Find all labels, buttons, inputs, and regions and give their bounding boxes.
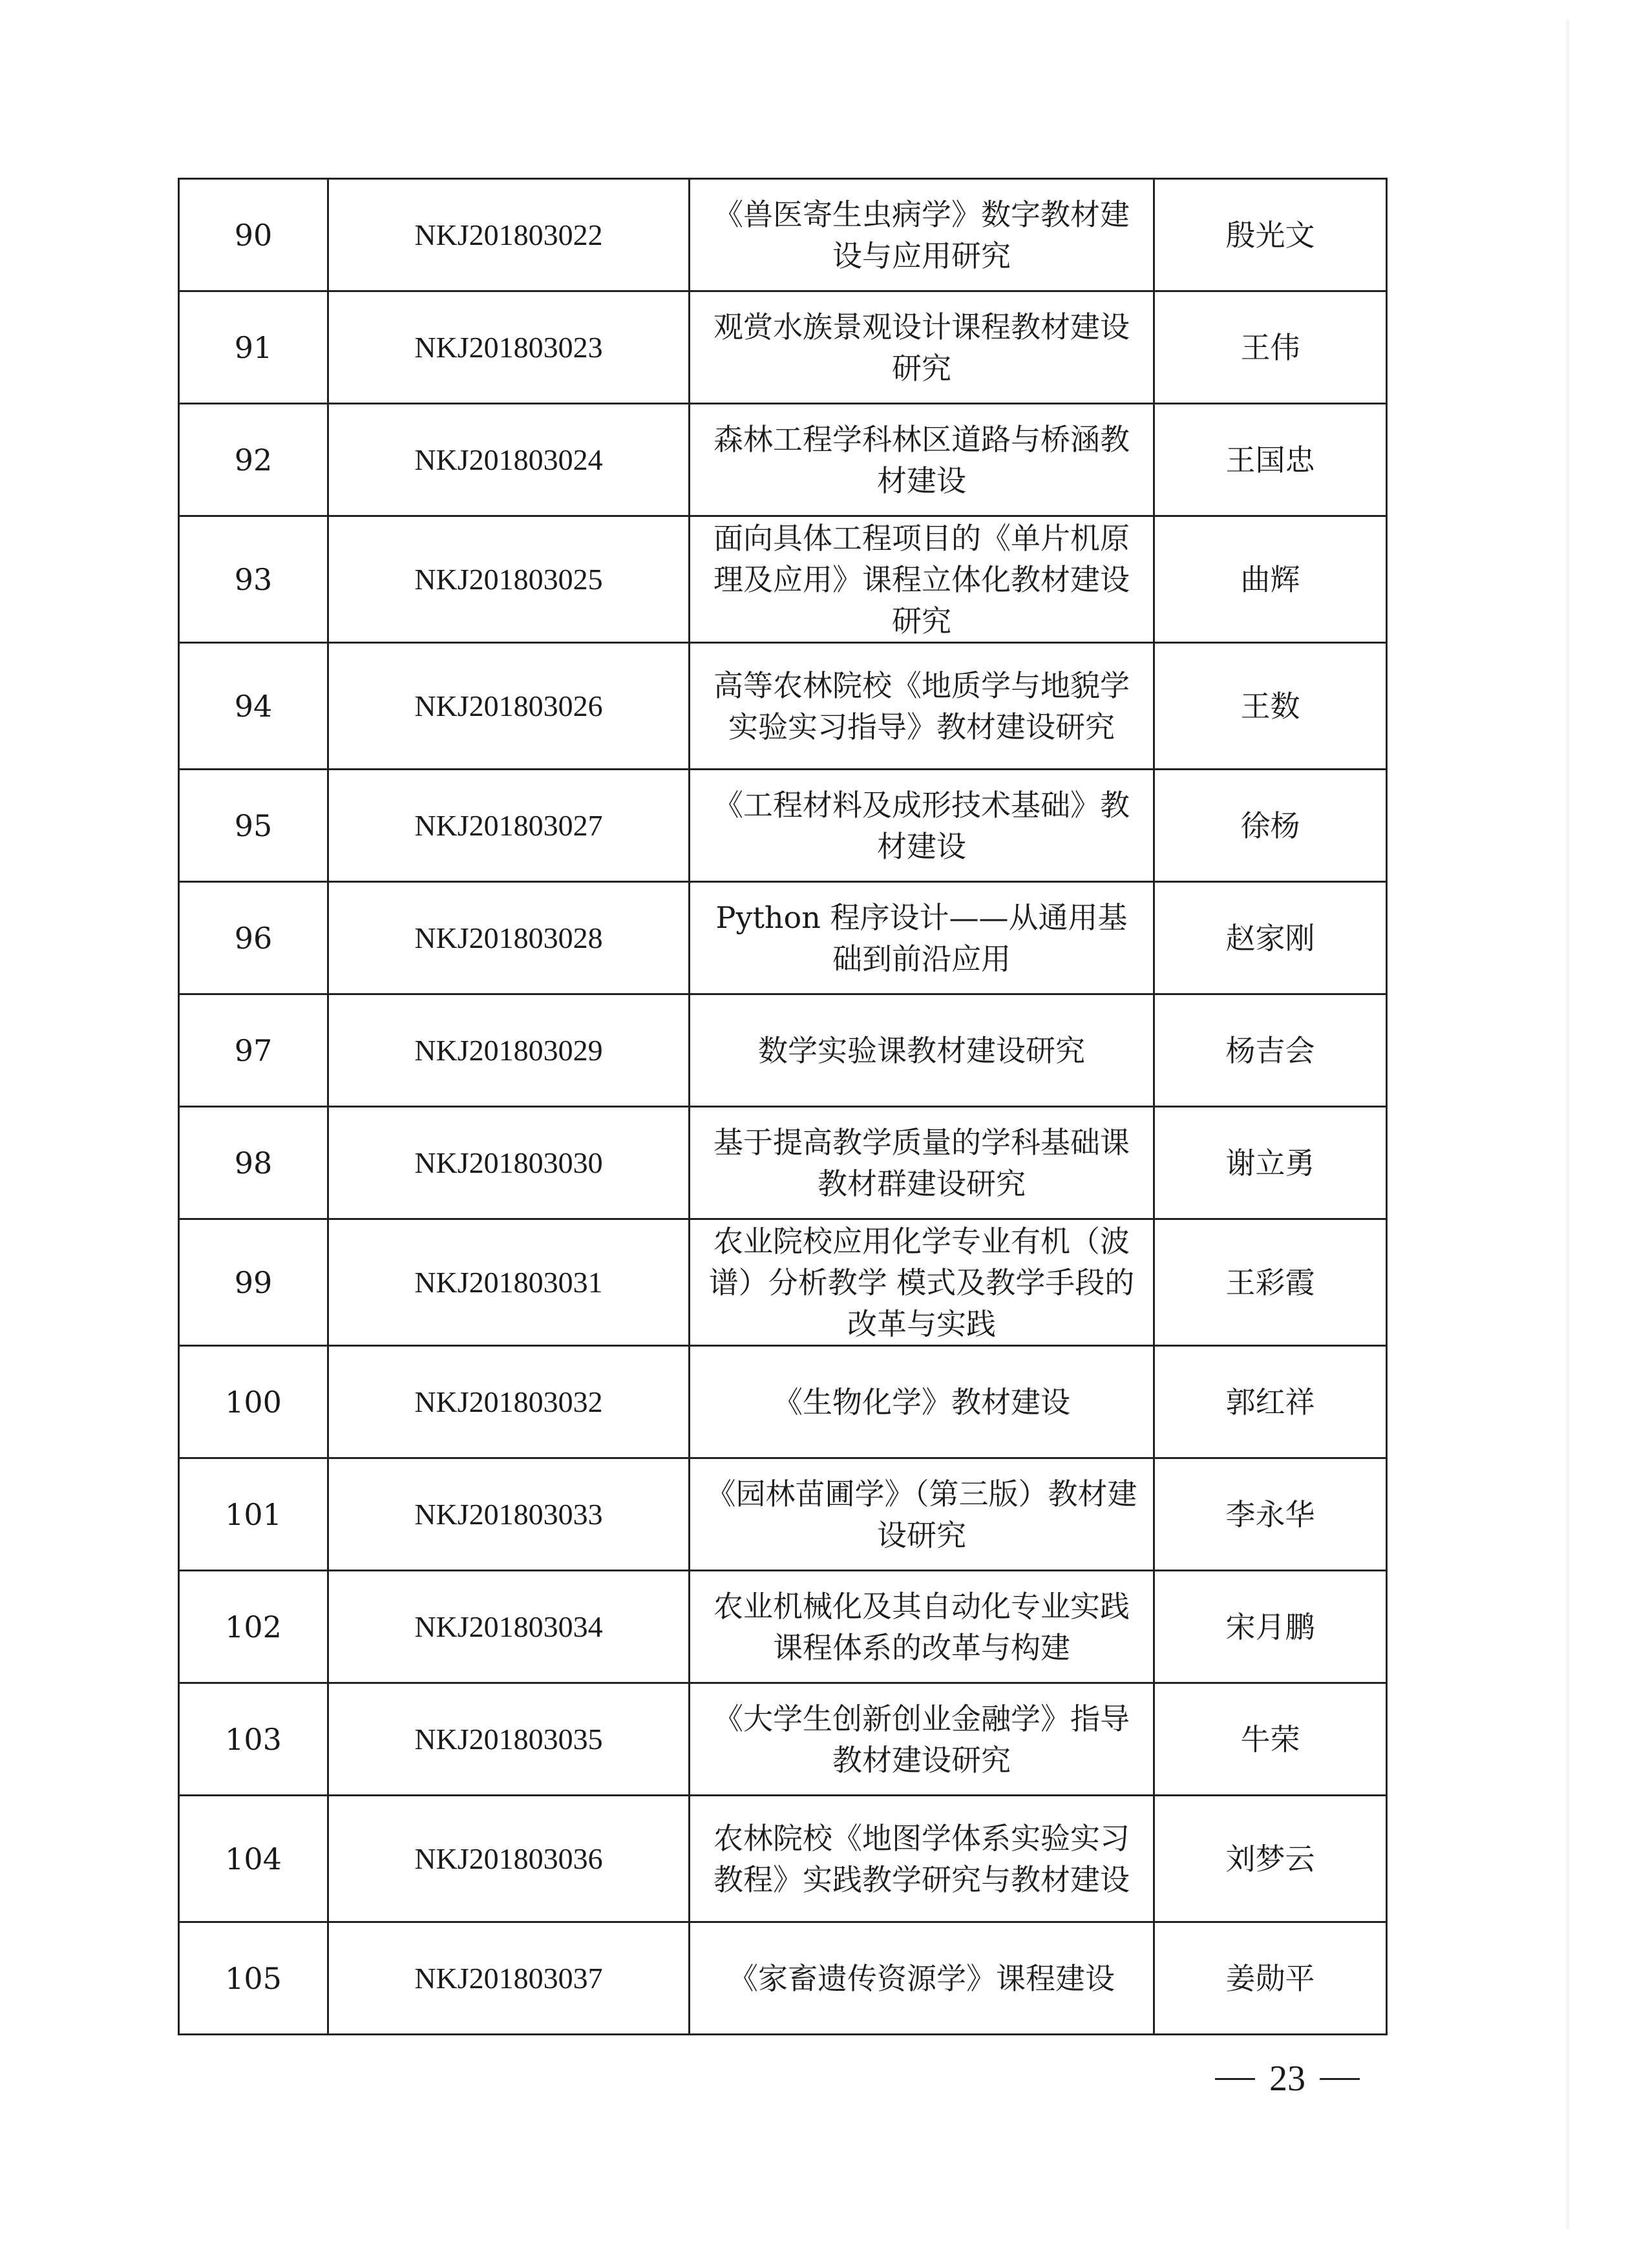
table-row [179,1683,1387,1796]
table-row [179,882,1387,994]
project-leader: 王国忠 [1154,404,1387,516]
project-title: 高等农林院校《地质学与地貌学实验实习指导》教材建设研究 [690,643,1154,770]
project-code: NKJ201803032 [328,1346,690,1458]
project-title: 《大学生创新创业金融学》指导教材建设研究 [690,1683,1154,1796]
row-number: 93 [179,516,328,643]
table-row [179,1346,1387,1458]
row-number: 103 [179,1683,328,1796]
project-leader: 姜勋平 [1154,1922,1387,2035]
project-leader: 李永华 [1154,1458,1387,1571]
project-title: 基于提高教学质量的学科基础课教材群建设研究 [690,1107,1154,1219]
table-row [179,994,1387,1107]
project-code: NKJ201803037 [328,1922,690,2035]
project-code: NKJ201803024 [328,404,690,516]
project-code: NKJ201803027 [328,770,690,882]
table-row [179,1458,1387,1571]
project-table [178,178,1388,2035]
project-code: NKJ201803023 [328,291,690,404]
table-row [179,404,1387,516]
project-title: 面向具体工程项目的《单片机原理及应用》课程立体化教材建设研究 [690,516,1154,643]
project-leader: 曲辉 [1154,516,1387,643]
project-title: 观赏水族景观设计课程教材建设研究 [690,291,1154,404]
project-leader: 宋月鹏 [1154,1571,1387,1683]
project-title: 森林工程学科林区道路与桥涵教材建设 [690,404,1154,516]
project-code: NKJ201803029 [328,994,690,1107]
project-code: NKJ201803034 [328,1571,690,1683]
table-row [179,643,1387,770]
row-number: 96 [179,882,328,994]
row-number: 94 [179,643,328,770]
project-leader: 杨吉会 [1154,994,1387,1107]
project-title: 《兽医寄生虫病学》数字教材建设与应用研究 [690,179,1154,291]
project-code: NKJ201803026 [328,643,690,770]
table-row [179,1107,1387,1219]
project-code: NKJ201803035 [328,1683,690,1796]
row-number: 102 [179,1571,328,1683]
table-row [179,1571,1387,1683]
table-row [179,1922,1387,2035]
project-leader: 王数 [1154,643,1387,770]
row-number: 101 [179,1458,328,1571]
table-row [179,1219,1387,1346]
row-number: 105 [179,1922,328,2035]
project-leader: 郭红祥 [1154,1346,1387,1458]
scan-page-edge [1565,19,1570,2229]
row-number: 91 [179,291,328,404]
project-leader: 徐杨 [1154,770,1387,882]
project-title: 《工程材料及成形技术基础》教材建设 [690,770,1154,882]
project-leader: 赵家刚 [1154,882,1387,994]
row-number: 92 [179,404,328,516]
table-row [179,291,1387,404]
project-leader: 牛荣 [1154,1683,1387,1796]
project-code: NKJ201803028 [328,882,690,994]
project-code: NKJ201803030 [328,1107,690,1219]
project-title: 《生物化学》教材建设 [690,1346,1154,1458]
project-title: 农林院校《地图学体系实验实习教程》实践教学研究与教材建设 [690,1796,1154,1922]
page-number-value: 23 [1269,2059,1305,2099]
project-title: 《园林苗圃学》（第三版）教材建设研究 [690,1458,1154,1571]
row-number: 104 [179,1796,328,1922]
project-leader: 王彩霞 [1154,1219,1387,1346]
table-row [179,1796,1387,1922]
row-number: 95 [179,770,328,882]
project-title: 《家畜遗传资源学》课程建设 [690,1922,1154,2035]
row-number: 98 [179,1107,328,1219]
project-code: NKJ201803036 [328,1796,690,1922]
project-code: NKJ201803031 [328,1219,690,1346]
project-title: Python 程序设计——从通用基础到前沿应用 [690,882,1154,994]
row-number: 97 [179,994,328,1107]
table-row [179,770,1387,882]
project-leader: 谢立勇 [1154,1107,1387,1219]
row-number: 100 [179,1346,328,1458]
page-number-left-dash [1215,2078,1255,2080]
table-row [179,179,1387,291]
page-number-right-dash [1320,2078,1360,2080]
project-title: 农业院校应用化学专业有机（波谱）分析教学 模式及教学手段的改革与实践 [690,1219,1154,1346]
row-number: 90 [179,179,328,291]
project-code: NKJ201803025 [328,516,690,643]
project-title: 农业机械化及其自动化专业实践课程体系的改革与构建 [690,1571,1154,1683]
project-code: NKJ201803022 [328,179,690,291]
project-code: NKJ201803033 [328,1458,690,1571]
table-row [179,516,1387,643]
project-title: 数学实验课教材建设研究 [690,994,1154,1107]
page-number [1215,2058,1360,2099]
project-leader: 刘梦云 [1154,1796,1387,1922]
row-number: 99 [179,1219,328,1346]
project-leader: 王伟 [1154,291,1387,404]
project-leader: 殷光文 [1154,179,1387,291]
